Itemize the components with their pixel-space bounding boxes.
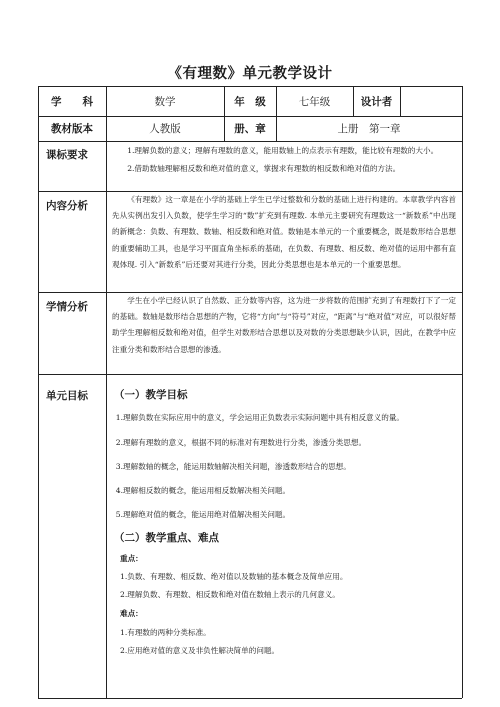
table-row-divider <box>38 374 462 375</box>
edition-value: 人教版 <box>149 123 181 135</box>
designer-value <box>400 86 462 116</box>
unit-goals-label: 单元目标 <box>46 390 88 402</box>
subject-value: 数学 <box>154 95 176 108</box>
learner-analysis-text <box>112 293 456 358</box>
learner-analysis-paragraph: 学生在小学已经认识了自然数、正分数等内容，这为进一步将数的范围扩充到了有理数打下了一定的基础。数轴是数形结合思想的产物，它将“方向”与“符号”对应，“距离”与“绝对值”对应，可以很好帮助学生理解相反数和绝对值，但学生对数形结合思想以及对数的分类思想缺少认识，因此，在教学中应注重分类和数形结合思想的渗透。 <box>112 296 456 354</box>
lesson-design-table <box>38 86 462 698</box>
difficult-point-item: 2.应用绝对值的意义及非负性解决简单的问题。 <box>120 646 280 655</box>
volume-value: 上册 第一章 <box>337 123 401 135</box>
key-points-label: 重点： <box>120 554 143 563</box>
content-analysis-label: 内容分析 <box>46 200 88 212</box>
objective-item: 4.理解相反数的概念，能运用相反数解决相关问题。 <box>115 486 291 495</box>
key-point-item: 2.理解负数、有理数、相反数和绝对值在数轴上表示的几何意义。 <box>120 590 340 599</box>
learner-analysis-label: 学情分析 <box>46 301 88 313</box>
teaching-goals-heading: （一）教学目标 <box>114 389 188 401</box>
key-difficult-heading: （二）教学重点、难点 <box>114 532 219 544</box>
difficult-points-label: 难点： <box>120 609 143 618</box>
grade-label: 年 级 <box>234 95 266 108</box>
edition-label: 教材版本 <box>51 123 93 135</box>
volume-label: 册、章 <box>234 123 266 135</box>
objective-item: 5.理解绝对值的概念，能运用绝对值解决相关问题。 <box>115 510 291 519</box>
key-point-item: 1.负数、有理数、相反数、绝对值以及数轴的基本概念及简单应用。 <box>120 572 348 581</box>
objectives-list <box>112 409 456 523</box>
designer-label: 设计者 <box>360 95 393 108</box>
difficult-point-item: 1.有理数的两种分类标准。 <box>120 628 211 637</box>
subject-label: 学 科 <box>51 95 93 108</box>
grade-value: 七年级 <box>298 95 331 108</box>
standards-label: 课标要求 <box>46 149 88 161</box>
objective-item: 2.理解有理数的意义，根据不同的标准对有理数进行分类，渗透分类思想。 <box>115 438 367 447</box>
table-column-divider <box>106 86 107 698</box>
table-row-divider <box>38 141 462 142</box>
content-analysis-paragraph: 《有理数》这一章是在小学的基础上学生已学过整数和分数的基础上进行构建的。本章教学内容首先从实例出发引入负数，使学生学习的“数”扩充到有理数. 本单元主要研究有理数这一“新数系”中出现的新概念：负数、有理数、数轴、相反数和绝对值。数轴是本单元的一个重要概念，既是数形结合思想的重要辅助工具，也是学习平面直角坐标系的基础，在负数、有理数、相反数、绝对值的运用中都有直观体现. 引入“新数系”后还要对其进行分类，因此分类思想也是本单元的一个重要思想。 <box>112 195 456 269</box>
table-border-bottom <box>38 698 462 699</box>
content-analysis-text <box>112 192 456 273</box>
objective-item: 3.理解数轴的概念，能运用数轴解决相关问题，渗透数形结合的思想。 <box>115 462 351 471</box>
standards-text <box>112 143 456 177</box>
standard-item: 1.理解负数的意义；理解有理数的意义，能用数轴上的点表示有理数，能比较有理数的大小。 <box>127 146 439 155</box>
table-border-right <box>462 86 463 698</box>
table-border-left <box>38 86 39 698</box>
standard-item: 2.借助数轴理解相反数和绝对值的意义，掌握求有理数的相反数和绝对值的方法。 <box>127 164 401 174</box>
objective-item: 1.理解负数在实际应用中的意义，学会运用正负数表示实际问题中具有相反意义的量。 <box>115 413 405 422</box>
page-title: 《有理数》单元教学设计 <box>167 65 333 82</box>
